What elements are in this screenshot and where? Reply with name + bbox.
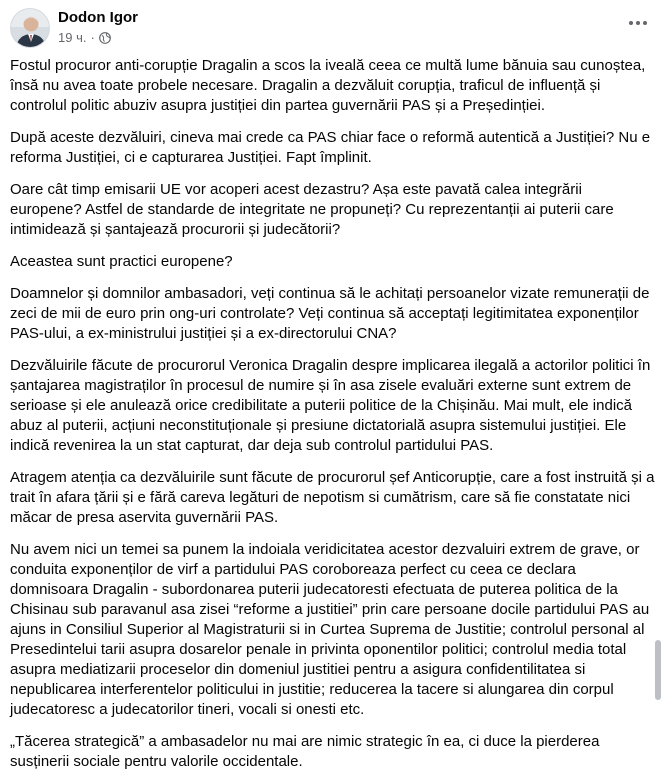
- meta-separator: ·: [90, 30, 95, 45]
- post-paragraph: Nu avem nici un temei sa punem la indoiala veridicitatea acestor dezvaluiri extrem de grave, or conduita exponenților de virf a partidului PAS coroboreaza perfect cu ceea ce declara domnisoara Dragalin - subordonarea puterii judecatoresti efectuata de puterea politica de la Chisinau sub paravanul asa zisei “reforme a justitiei” prin care persoane docile partidului PAS au ajuns in Consiliul Superior al Magistraturii si in Curtea Suprema de Justitie; controlul personal al Presedintelui tarii asupra dosarelor penale in privinta oponentilor politici; controlul media total asupra mediatizarii proceselor din domeniul justitiei pentru a asigura confidentilitatea si nepublicarea interferentelor politicului in justitie; reducerea la tacere si alungarea din corpul judecatoresc a judecatorilor tineri, vocali si onesti etc.: [10, 541, 650, 718]
- more-options-icon[interactable]: [620, 10, 656, 36]
- post-paragraph: Fostul procuror anti-corupție Dragalin a scos la iveală ceea ce multă lume bănuia sau cunoștea, însă nu avea toate probele necesare. Dragalin a dezvăluit corupția, traficul de influență și controlul politic abuziv asupra justiției din partea guvernării PAS și a Președinției.: [10, 57, 646, 114]
- post-paragraph: Atragem atenția ca dezvăluirile sunt făcute de procurorul șef Anticorupție, care a fost instruită și a trait în afara țării și e fără careva legături de nepotism si cumătrism, care să fie constatate nici măcar de presa aservita guvernării PAS.: [10, 469, 655, 526]
- author-name[interactable]: Dodon Igor: [58, 9, 138, 26]
- globe-icon: [99, 32, 111, 44]
- post-meta: [58, 30, 111, 46]
- post-paragraph: „Tăcerea strategică” a ambasadelor nu mai are nimic strategic în ea, ci duce la pierderea susținerii sociale pentru valorile occidentale.: [10, 733, 600, 770]
- post-paragraph: Dezvăluirile făcute de procurorul Veronica Dragalin despre implicarea ilegală a actorilor politici în șantajarea magistraților în procesul de numire și în asa zisele evaluări externe sunt extrem de serioase și ele anulează orice credibilitate a puterii politice de la Chișinău. Mai mult, ele indică abuz al puterii, acțiuni neconstituționale și presiune dictatorială asupra sistemului justiției. Ele indică revenirea la un stat capturat, dar deja sub controlul partidului PAS.: [10, 357, 651, 454]
- post-paragraph: Oare cât timp emisarii UE vor acoperi acest dezastru? Așa este pavată calea integrării europene? Astfel de standarde de integritate ne propuneți? Cu reprezentanții ai puterii care intimidează și șantajează procurorii și judecătorii?: [10, 181, 614, 238]
- post-paragraph: Aceastea sunt practici europene?: [10, 253, 233, 270]
- post-time[interactable]: 19 ч.: [58, 30, 87, 45]
- post-body: [10, 56, 656, 784]
- avatar[interactable]: [10, 8, 50, 48]
- post-paragraph: Doamnelor și domnilor ambasadori, veți continua să le achitați persoanelor vizate remunerații de zeci de mii de euro prin ong-uri controlate? Veți continua să acceptați legitimitatea exponenților PAS-ului, a ex-ministrului justiției și a ex-directorului CNA?: [10, 285, 650, 342]
- post-paragraph: După aceste dezvăluiri, cineva mai crede ca PAS chiar face o reformă autentică a Justiției? Nu e reforma Justiției, ci e capturarea Justiției. Fapt împlinit.: [10, 129, 651, 166]
- scrollbar[interactable]: [655, 640, 661, 700]
- post-header: [0, 0, 661, 56]
